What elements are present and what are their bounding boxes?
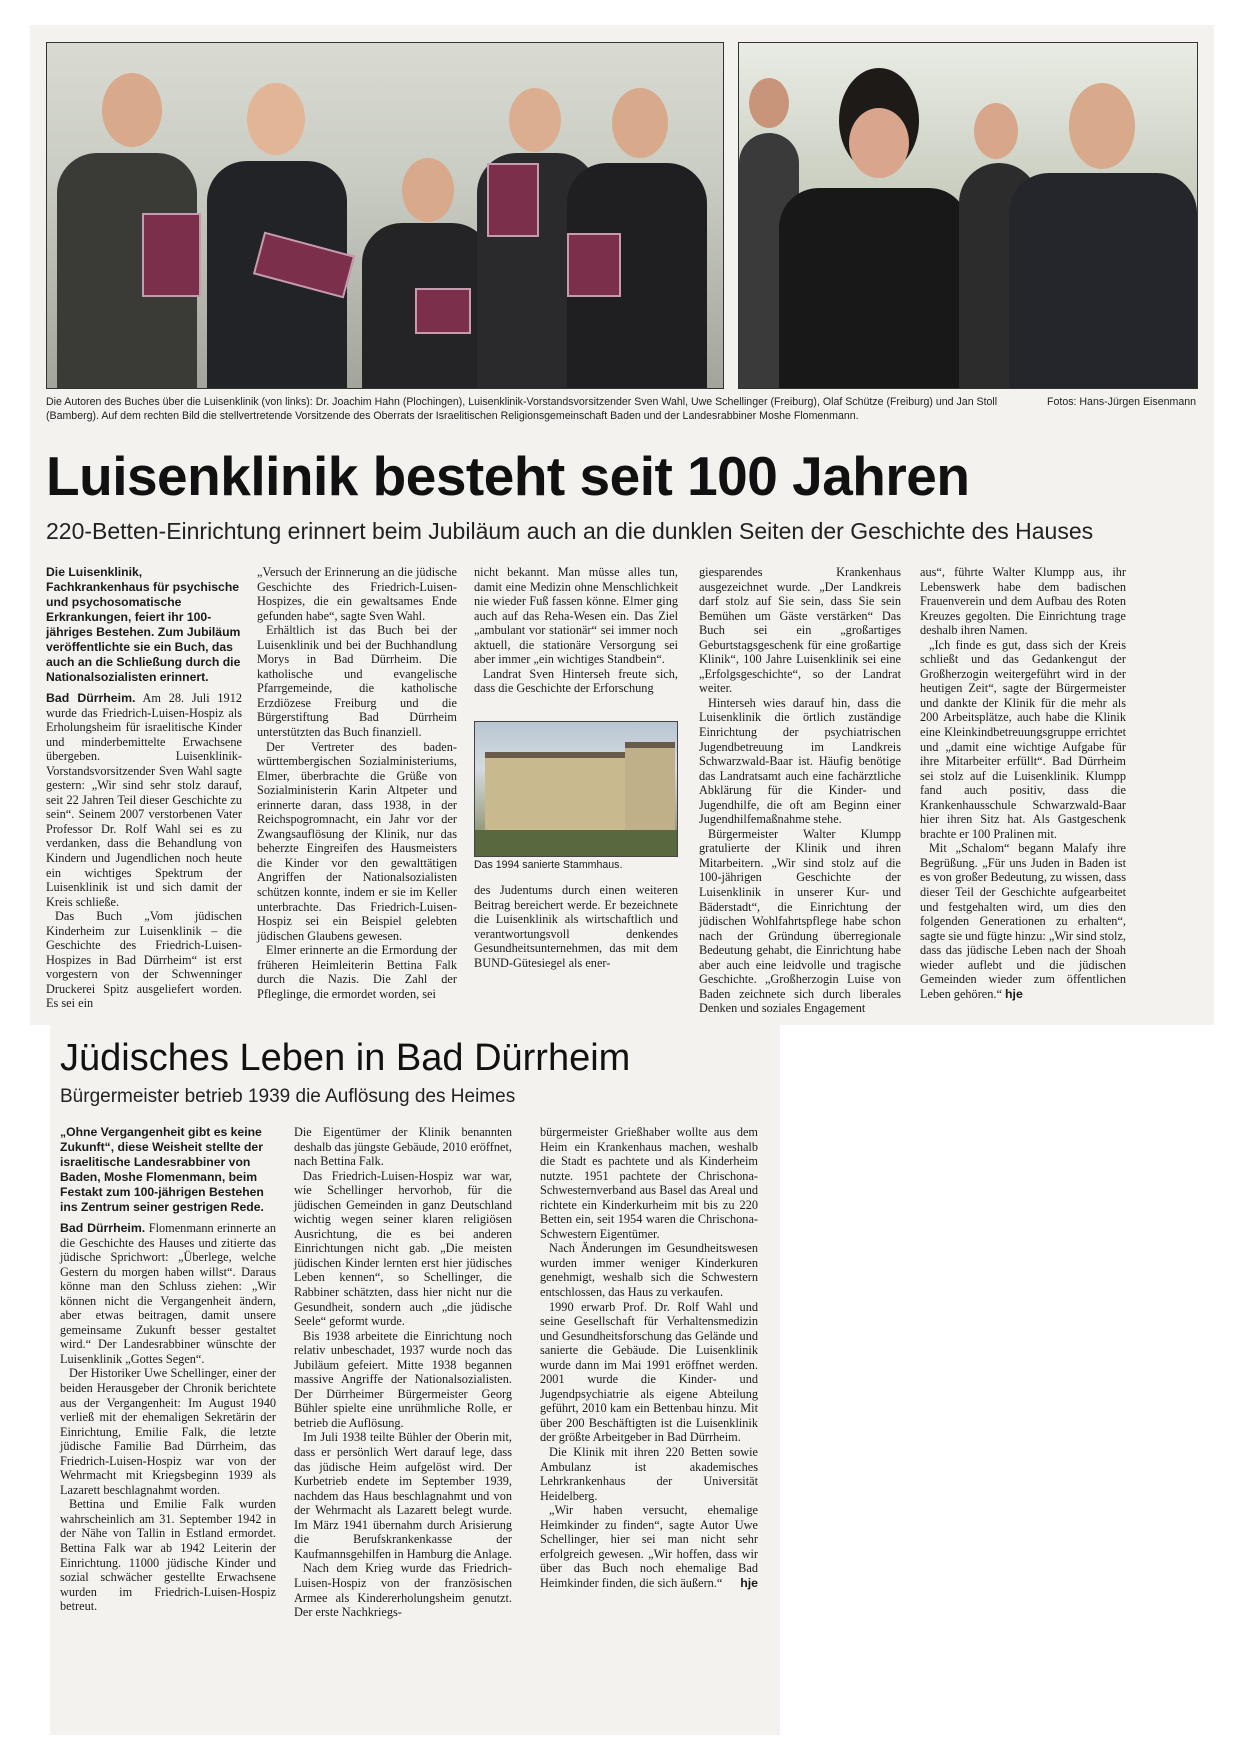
lead-paragraph: „Ohne Vergangenheit gibt es keine Zukunft“, diese Weisheit stellte der israelitische Landesrabbiner von Baden, Moshe Flomenmann, beim Festakt zum 100-jährigen Bestehen ins Zentrum seiner gestrigen Rede. [60, 1125, 264, 1214]
article-column [257, 565, 457, 1001]
body-paragraph: giesparendes Krankenhaus ausgezeichnet wurde. „Der Landkreis darf stolz auf Sie sein, dass Sie sein Bemühen um Gäste verstärken“ Das Buch sei ein „großartiges Geburtstagsgeschenk für eine großartige Klinik“, 100 Jahre Luisenklinik sei eine „Erfolgsgeschichte“, so der Landrat weiter. [699, 565, 901, 696]
article-clipping-luisenklinik [30, 25, 1214, 1025]
author-signature: hje [1005, 986, 1023, 1001]
body-paragraph: Bettina und Emilie Falk wurden wahrscheinlich am 31. September 1942 in der Nähe von Tallin in Estland ermordet. Bettina Falk war ab 1942 Leiterin der Einrichtung. 11000 jüdische Kinder und sozial schwächer gestellte Erwachsene wurden im Friedrich-Luisen-Hospiz betreut. [60, 1497, 276, 1614]
body-paragraph: Bis 1938 arbeitete die Einrichtung noch relativ unbeschadet, 1937 wurde noch das Jubiläum gefeiert. Mitte 1938 begannen massive Angriffe der Nationalsozialisten. Der Dürrheimer Bürgermeister Georg Bühler spielte eine unrühmliche Rolle, er betrieb die Auflösung. [294, 1328, 512, 1430]
body-paragraph: nicht bekannt. Man müsse alles tun, damit eine Medizin ohne Menschlichkeit nie wieder Fuß fassen könne. Elmer ging auch auf das Reha-Wesen ein. Das Ziel „ambulant vor stationär“ sei immer noch aktuell, die stationäre Versorgung sei aber immer „ein wichtiges Standbein“. [474, 565, 678, 667]
paragraph-text: Flomenmann erinnerte an die Geschichte des Hauses und zitierte das jüdische Sprichwort: „Überlege, welche Gestern du morgen haben willst“. Daraus könne man den Schluss ziehen: „Wir können nicht die Vergangenheit ändern, aber etwas beitragen, damit unsere gemeinsame Zukunft besser gestaltet wird.“ Der Landesrabbiner wünschte der Luisenklinik „Gottes Segen“. [60, 1221, 277, 1366]
paragraph-text: Mit „Schalom“ begann Malafy ihre Begrüßung. „Für uns Juden in Baden ist es von großer Bedeutung, zu wissen, dass dieser Teil der Geschichte aufgearbeitet und festgehalten wird, um dies den folgenden Generationen zu erhalten“, sagte sie und fügte hinzu: „Wir sind stolz, dass das jüdische Leben nach der Shoah wieder auflebt und die jüdischen Gemeinden wieder zum öffentlichen Leben gehören.“ [920, 841, 1126, 1001]
body-paragraph: Der Historiker Uwe Schellinger, einer der beiden Herausgeber der Chronik berichtete aus der Vergangenheit: Im August 1940 verließ mit der ehemaligen Sekretärin der Einrichtung, Emilie Falk, die letzte jüdische Familie Bad Dürrheim, das Friedrich-Luisen-Hospiz war von der Wehrmacht mit Kriegsbeginn 1939 als Lazarett beschlagnahmt worden. [60, 1366, 276, 1497]
article-column [540, 1125, 758, 1591]
body-paragraph [540, 1503, 758, 1590]
person-figure [362, 153, 492, 388]
headline: Jüdisches Leben in Bad Dürrheim [60, 1037, 631, 1079]
body-paragraph [920, 841, 1126, 1001]
photo-caption: Das 1994 sanierte Stammhaus. [474, 859, 623, 871]
dateline: Bad Dürrheim. [46, 691, 136, 705]
body-paragraph: „Versuch der Erinnerung an die jüdische Geschichte des Friedrich-Luisen-Hospizes, die ein gewaltsames Ende gefunden habe“, sagte Sven Wahl. [257, 565, 457, 623]
body-paragraph: Landrat Sven Hinterseh freute sich, dass die Geschichte der Erforschung [474, 666, 678, 696]
lawn [475, 830, 677, 856]
photo-caption [46, 395, 1196, 423]
body-paragraph [60, 1221, 276, 1366]
article-column [474, 565, 678, 696]
author-signature: hje [740, 1575, 758, 1590]
book-cover [415, 288, 471, 334]
article-clipping-juedisches-leben [50, 1025, 780, 1735]
person-figure [1009, 73, 1197, 388]
book-cover [487, 163, 539, 237]
headline: Luisenklinik besteht seit 100 Jahren [46, 445, 970, 507]
caption-text: Die Autoren des Buches über die Luisenklinik (von links): Dr. Joachim Hahn (Plochingen), Luisenklinik-Vorstandsvorsitzender Sven Wahl, Uwe Schellinger (Freiburg), Olaf Schütze (Freiburg) und Jan Stoll (Bamberg). Auf dem rechten Bild die stellvertretende Vorsitzende des Oberrats der Israelitischen Religionsgemeinschaft Baden und der Landesrabbiner Moshe Flomenmann. [46, 396, 998, 422]
body-paragraph: Hinterseh wies darauf hin, dass die Luisenklinik die örtlich zuständige Einrichtung der psychiatrischen Jugendbetreuung im Landkreis Schwarzwald-Baar ist. Häufig benötige das Landratsamt auch eine fachärztliche Abklärung für die Kinder- und Jugendhilfe, die oft am Beginn einer Jugendhilfemaßnahme stehe. [699, 695, 901, 827]
book-cover [142, 213, 201, 297]
paragraph-text: Am 28. Juli 1912 wurde das Friedrich-Luisen-Hospiz als Erholungsheim für israelitische Kinder und minderbemittelte Erwachsene übergeben. Luisenklinik-Vorstandsvorsitzender Sven Wahl sagte gestern: „Wir sind sehr stolz darauf, seit 22 Jahren Teil dieser Geschichte zu sein“. Seinem 2007 verstorbenen Vater Professor Dr. Rolf Wahl sei es zu verdanken, dass die Behandlung von Kindern und Jugendlichen noch heute ein wichtiges Spektrum der Luisenklinik ist und sich damit der Kreis schließe. [46, 691, 242, 909]
article-column [920, 565, 1126, 1001]
body-paragraph: Elmer erinnerte an die Ermordung der früheren Heimleiterin Bettina Falk durch die Nazis. Die Zahl der Pfleglinge, die ermordet worden, sei [257, 943, 457, 1001]
body-paragraph: Die Eigentümer der Klinik benannten deshalb das jüngste Gebäude, 2010 eröffnet, nach Bettina Falk. [294, 1125, 512, 1169]
photo-book-authors [46, 42, 724, 389]
body-paragraph: Das Friedrich-Luisen-Hospiz war war, wie Schellinger hervorhob, für die jüdischen Gemeinden in ganz Deutschland wichtig wegen seiner klaren religiösen Ausrichtung, die es bei anderen Einrichtungen nicht gab. „Die meisten jüdischen Kinder lernten erst hier jüdisches Leben kennen“, so Schellinger, die Rabbiner schätzten, dass hier nicht nur die Gesundheit, sondern auch „die jüdische Seele“ geformt wurde. [294, 1168, 512, 1329]
body-paragraph: aus“, führte Walter Klumpp aus, ihr Lebenswerk habe dem badischen Frauenverein und dem Aufbau des Roten Kreuzes gegolten. Die Einrichtung trage deshalb ihren Namen. [920, 565, 1126, 638]
article-column [699, 565, 901, 1016]
dateline: Bad Dürrheim. [60, 1221, 146, 1235]
subheadline: 220-Betten-Einrichtung erinnert beim Jubiläum auch an die dunklen Seiten der Geschichte des Hauses [46, 518, 1094, 544]
body-paragraph: Im Juli 1938 teilte Bühler der Oberin mit, dass er persönlich Wert darauf lege, dass das jüdische Heim aufgelöst wird. Der Kurbetrieb endete im September 1939, nachdem das Haus beschlagnahmt und von der Wehrmacht als Lazarett belegt wurde. Im März 1941 übernahm durch Arisierung die Berufskrankenkasse der Kaufmannsgehilfen in Hamburg die Anlage. [294, 1430, 512, 1561]
article-column [60, 1125, 276, 1614]
body-paragraph: Bürgermeister Walter Klumpp gratulierte der Klinik und ihren Mitarbeitern. „Wir sind stolz auf die 100-jährigen Geschichte der Luisenklinik in unserer Kur- und Bäderstadt“, die Einrichtung der jüdischen Wohlfahrtspflege habe schon nach der Gründung überregionale Bedeutung gehabt, die Einrichtung habe aber auch eine leidvolle und tragische Geschichte. „Großherzogin Luise von Baden zeichnete sich durch liberales Denken und soziales Engagement [699, 826, 901, 1016]
body-paragraph: bürgermeister Grießhaber wollte aus dem Heim ein Krankenhaus machen, weshalb die Stadt es pachtete und als Kinderheim nutzte. 1951 pachtete der Chrischona-Schwesternverband aus Basel das Areal und richtete ein Kinderkurheim mit bis zu 220 Betten ein, seit 1954 waren die Chrischona-Schwestern Eigentümer. [540, 1125, 758, 1241]
article-column [294, 1125, 512, 1620]
photo-credit: Fotos: Hans-Jürgen Eisenmann [1047, 396, 1196, 408]
body-paragraph: des Judentums durch einen weiteren Beitrag bereichert werde. Er bezeichnete die Luisenklinik als wirtschaftlich und verantwortungsvoll denkendes Gesundheitsunternehmen, das mit dem BUND-Gütesiegel als ener- [474, 883, 678, 970]
body-paragraph: Erhältlich ist das Buch bei der Luisenklinik und bei der Buchhandlung Morys in Bad Dürrheim. Die katholische und evangelische Pfarrgemeinde, die katholische Erzdiözese Freiburg und die Bürgerstiftung Bad Dürrheim unterstützten das Buch finanziell. [257, 623, 457, 740]
article-column [46, 565, 242, 1011]
body-paragraph: Das Buch „Vom jüdischen Kinderheim zur Luisenklinik – die Geschichte des Friedrich-Luisen-Hospizes in Bad Dürrheim“ ist erst vorgestern von der Schwenninger Druckerei Spitz ausgeliefert worden. Es sei ein [46, 909, 242, 1011]
lead-paragraph: Die Luisenklinik, Fachkrankenhaus für psychische und psychosomatische Erkrankungen, feiert ihr 100-jähriges Bestehen. Zum Jubiläum veröffentlichte sie ein Buch, das auch an die Schließung durch die Nationalsozialisten erinnert. [46, 565, 241, 684]
body-paragraph: 1990 erwarb Prof. Dr. Rolf Wahl und seine Gesellschaft für Verhaltensmedizin und Gesundheitsforschung das Gelände und sanierte die Gebäude. Die Luisenklinik wurde dann im Mai 1991 eröffnet werden. 2001 wurde die Kinder- und Jugendpsychiatrie als eigene Abteilung geführt, 2010 kam ein Bettenbau hinzu. Mit über 200 Beschäftigten ist die Luisenklinik der größte Arbeitgeber in Bad Dürrheim. [540, 1299, 758, 1445]
building-photo [474, 721, 678, 857]
body-paragraph: Nach dem Krieg wurde das Friedrich-Luisen-Hospiz von der französischen Armee als Kindererholungsheim genutzt. Der erste Nachkriegs- [294, 1561, 512, 1620]
book-cover [567, 233, 621, 297]
photo-audience [738, 42, 1198, 389]
body-paragraph: Der Vertreter des baden-württembergischen Sozialministeriums, Elmer, überbrachte die Grüße von Sozialministerin Karin Altpeter und erinnerte daran, dass 1938, in der Reichspogromnacht, ein Jahr vor der Zwangsauflösung der Klinik, nur das beherzte Eingreifen des Hausmeisters die Kinder vor den gewalttätigen Angriffen der Nationalsozialisten schützen konnte, indem er sie im Keller unterbrachte. Das Friedrich-Luisen-Hospiz sei ein Beispiel gelebten jüdischen Glaubens gewesen. [257, 739, 457, 943]
body-paragraph [46, 691, 242, 909]
person-figure [207, 73, 347, 388]
subheadline: Bürgermeister betrieb 1939 die Auflösung des Heimes [60, 1086, 516, 1107]
body-paragraph: „Ich finde es gut, dass sich der Kreis schließt und das Gedankengut der Großherzogin weitergeführt wird in der heutigen Zeit“, sagte der Bürgermeister und dankte der Klinik für die mehr als 200 Arbeitsplätze, auch habe die Klinik eine Kleinkindbetreuungsgruppe errichtet und „damit eine wichtige Aufgabe für ihre Mitarbeiter erfüllt“. Bad Dürrheim sei stolz auf die Luisenklinik. Klumpp fand auch positiv, dass die Krankenhausschule Schwarzwald-Baar hier ihren Sitz hat. Als Gastgeschenk brachte er 100 Pralinen mit. [920, 637, 1126, 841]
article-column [474, 883, 678, 970]
person-figure [779, 68, 969, 388]
body-paragraph: Nach Änderungen im Gesundheitswesen wurden immer weniger Kinderkuren genehmigt, weshalb sich die Schwestern entschlossen, das Haus zu verkaufen. [540, 1241, 758, 1300]
body-paragraph: Die Klinik mit ihren 220 Betten sowie Ambulanz ist akademisches Lehrkrankenhaus der Universität Heidelberg. [540, 1445, 758, 1503]
paragraph-text: „Wir haben versucht, ehemalige Heimkinder zu finden“, sagte Autor Uwe Schellinger, hier sei man nicht sehr erfolgreich gewesen. „Wir hoffen, dass wir über das Buch noch ehemalige Bad Heimkinder finden, die sich äußern.“ [540, 1503, 758, 1590]
